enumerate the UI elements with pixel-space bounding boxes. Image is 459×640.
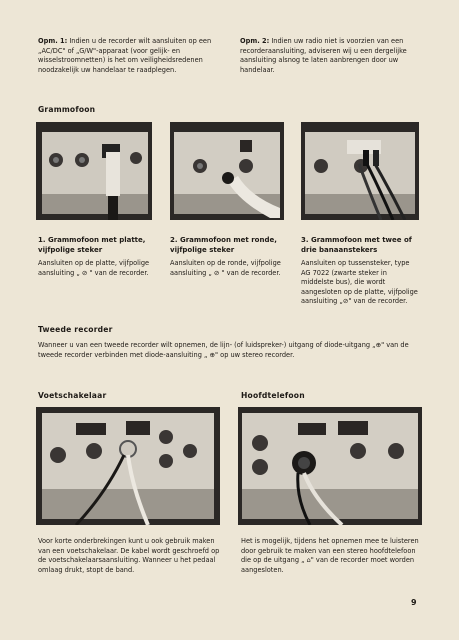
photo-foot-switch (36, 407, 220, 525)
hoofdtelefoon-heading: Hoofdtelefoon (241, 391, 305, 400)
photo-round-plug (170, 122, 284, 220)
photo-banana-plugs (301, 122, 419, 220)
grammofoon-item-1-title: 1. Grammofoon met platte, vijfpolige steker (38, 236, 146, 254)
grammofoon-item-1-text: Aansluiten op de platte, vijfpolige aansluiting „ ⊘ " van de recorder. (38, 259, 150, 277)
note-1 (38, 37, 218, 75)
grammofoon-heading: Grammofoon (38, 105, 96, 114)
grammofoon-item-2-text: Aansluiten op de ronde, vijfpolige aansluiting „ ⊘ " van de recorder. (170, 259, 281, 277)
grammofoon-item-3-title: 3. Grammofoon met twee of drie banaanstekers (301, 236, 412, 254)
grammofoon-item-3-text: Aansluiten op tussensteker, type AG 7022 (zwarte steker in middelste bus), die wordt aangesloten op de platte, vijfpolige aansluiting „⊘" van de recorder. (301, 259, 418, 306)
voetschakelaar-text: Voor korte onderbrekingen kunt u ook gebruik maken van een voetschakelaar. De kabel wordt geschroefd op de voetschakelaarsaansluiting. Wanneer u het pedaal omlaag drukt, stopt de band. (38, 537, 220, 574)
hoofdtelefoon-text: Het is mogelijk, tijdens het opnemen mee te luisteren door gebruik te maken van een stereo hoofdtelefoon die op de uitgang „ ⌂" van de recorder moet worden aangesloten. (241, 537, 419, 574)
note-2-text: Indien uw radio niet is voorzien van een recorderaansluiting, adviseren wij u een dergelijke aansluiting alsnog te laten aanbrengen door uw handelaar. (240, 37, 407, 74)
note-2 (240, 37, 422, 75)
photo-flat-plug (36, 122, 152, 220)
note-2-label: Opm. 2: (240, 37, 270, 45)
tweede-recorder-heading: Tweede recorder (38, 325, 113, 334)
grammofoon-item-2-title: 2. Grammofoon met ronde, vijfpolige steker (170, 236, 277, 254)
note-1-label: Opm. 1: (38, 37, 68, 45)
tweede-recorder-text: Wanneer u van een tweede recorder wilt opnemen, de lijn- (of luidspreker-) uitgang of diode-uitgang „⊕" van de tweede recorder verbinden met diode-aansluiting „ ⊕" op uw stereo recorder. (38, 341, 409, 359)
photo-headphones (238, 407, 422, 525)
voetschakelaar-heading: Voetschakelaar (38, 391, 107, 400)
note-1-text: Indien u de recorder wilt aansluiten op een „AC/DC" of „G/W"-apparaat (voor gelijk- en wisselstroomnetten) is het om veiligheidsredenen noodzakelijk uw handelaar te raadplegen. (38, 37, 212, 74)
page-number: 9 (411, 598, 417, 607)
